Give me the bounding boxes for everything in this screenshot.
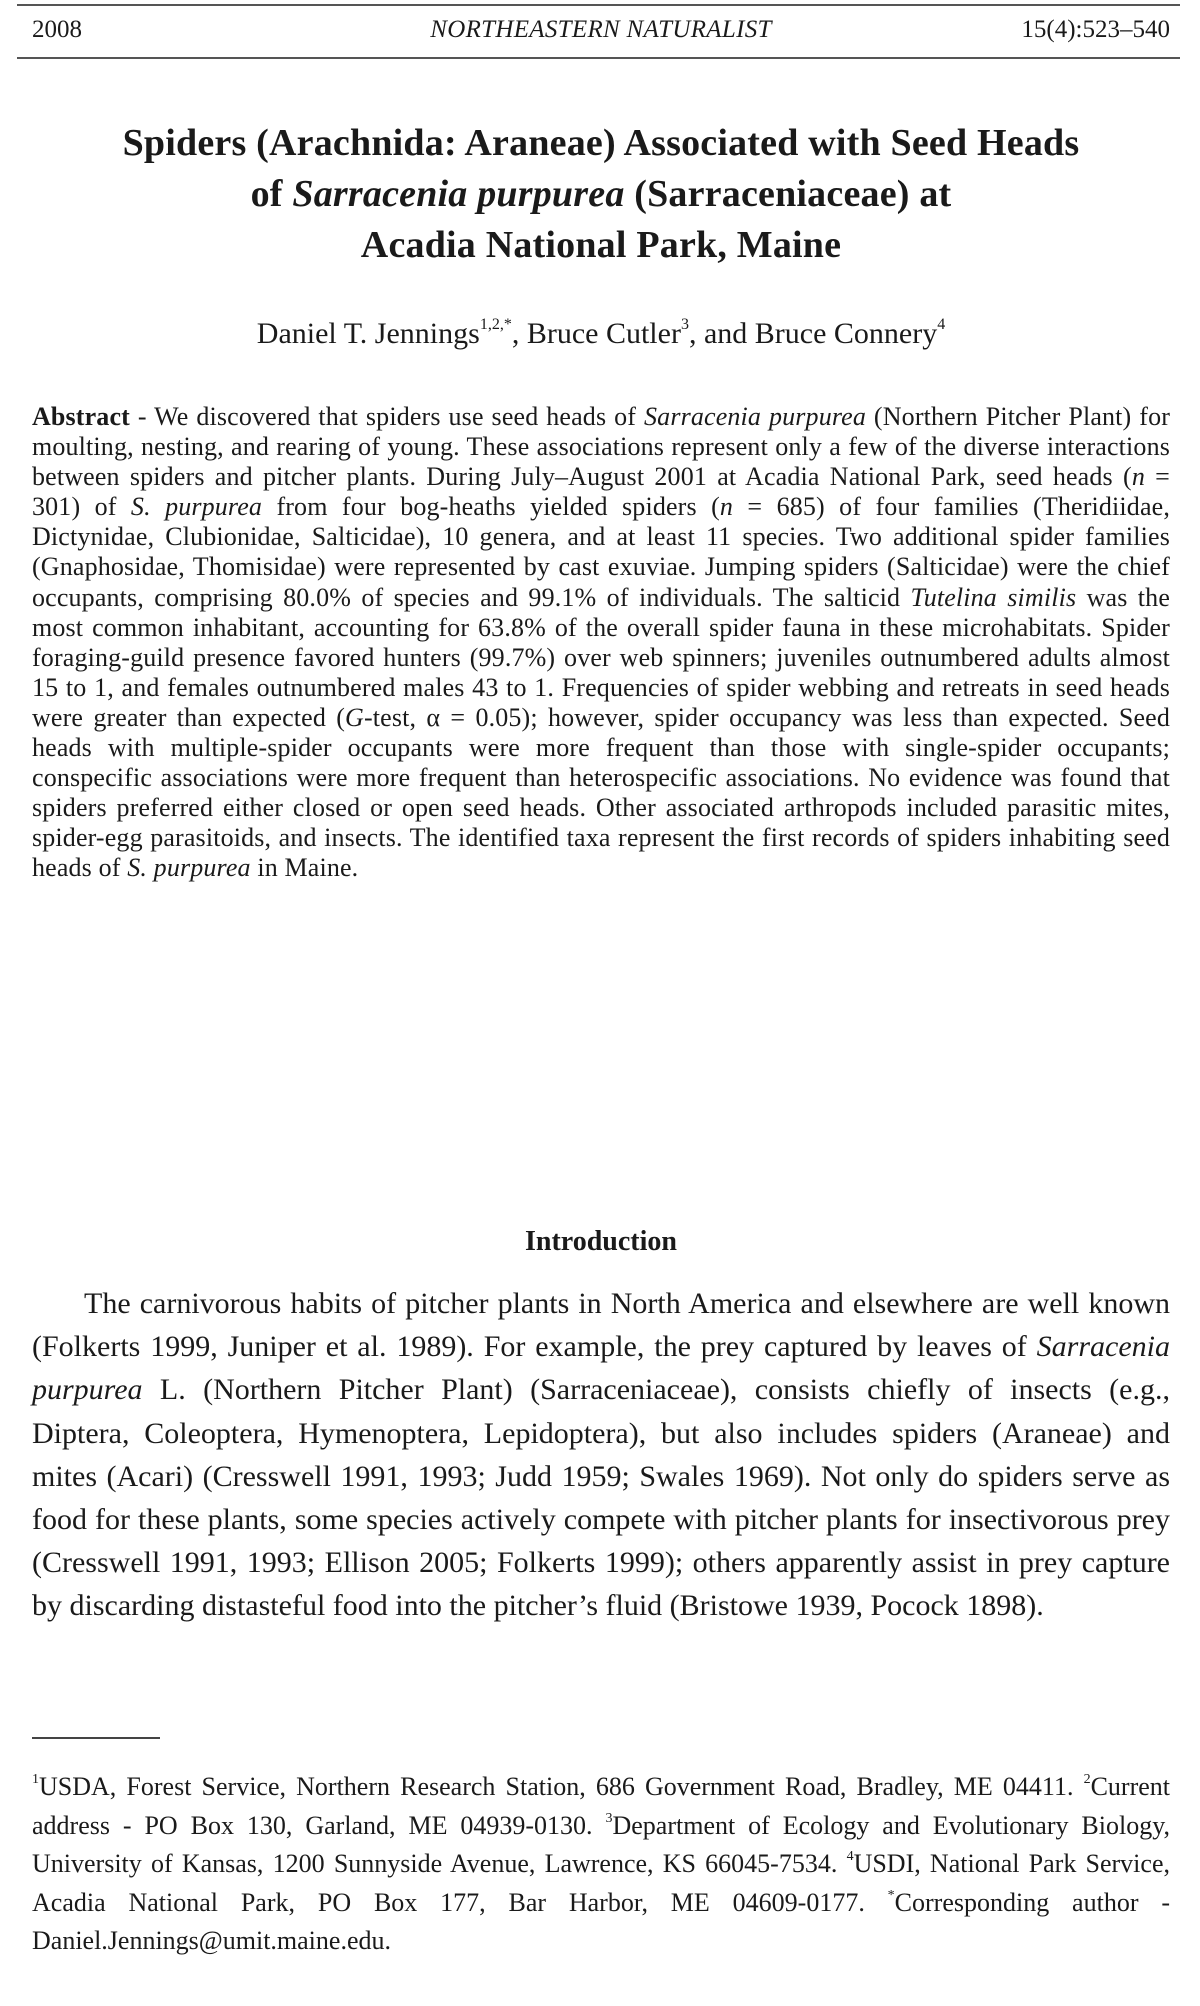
abstract-text: (Northern Pitcher Plant) for moulting, nesting, and rearing of young. These associations represent only a few of the diverse interactions between spiders and pitcher plants. During July–August 2001 at Acadia National Park, seed heads ( [32, 402, 1171, 492]
footnote-text: USDI, National Park Service, Acadia National Park, PO Box 177, Bar Harbor, ME 04609-0177. [32, 1849, 1170, 1917]
author-list [32, 314, 1170, 354]
footnote-email-text[interactable]: Corresponding author - Daniel.Jennings@umit.maine.edu. [32, 1887, 1170, 1955]
footnote-separator [32, 1737, 160, 1739]
footnote-text: USDA, Forest Service, Northern Research Station, 686 Government Road, Bradley, ME 04411. [39, 1772, 1084, 1801]
footnote-marker: 2 [1083, 1772, 1091, 1787]
author-name: Daniel T. Jennings [256, 317, 480, 350]
abstract-text: was the most common inhabitant, accounting for 63.8% of the overall spider fauna in these microhabitats. Spider foraging-guild presence favored hunters (99.7%) over web spinners; juveniles outnumbered adults almost 15 to 1, and females outnumbered males 43 to 1. Frequencies of spider webbing and retreats in seed heads were greater than expected ( [32, 582, 1171, 732]
title-text: (Sarraceniaceae) at [624, 173, 952, 215]
footnote-marker: 3 [605, 1810, 613, 1826]
author-affiliation-marker: 1,2,* [479, 316, 512, 333]
title-line-3: Acadia National Park, Maine [360, 224, 842, 266]
intro-italic: Sarracenia purpurea [32, 1330, 1170, 1407]
running-head-year: 2008 [32, 16, 82, 43]
running-head-journal: NORTHEASTERN NATURALIST [430, 16, 772, 43]
section-heading-introduction: Introduction [525, 1226, 677, 1257]
title-text: of [250, 173, 293, 215]
abstract-text: = 685) of four families (Theridiidae, Dictynidae, Clubionidae, Salticidae), 10 genera, and at least 11 species. Two additional spider families (Gnaphosidae, Thomisidae) were represented by cast exuviae. Jumping spiders (Salticidae) were the chief occupants, comprising 80.0% of species and 99.1% of individuals. The salticid [32, 492, 1170, 612]
title-species-italic: Sarracenia purpurea [292, 173, 625, 215]
author-affiliation-marker: 4 [937, 316, 946, 333]
intro-text: L. (Northern Pitcher Plant) (Sarraceniaceae), consists chiefly of insects (e.g., Diptera, Coleoptera, Hymenoptera, Lepidoptera), but also includes spiders (Araneae) and mites (Acari) (Cresswell 1991, 1993; Judd 1959; Swales 1969). Not only do spiders serve as food for these plants, some species actively compete with pitcher plants for insectivorous prey (Cresswell 1991, 1993; Ellison 2005; Folkerts 1999); others apparently assist in prey capture by discarding distasteful food into the pitcher’s fluid (Bristowe 1939, Pocock 1898). [32, 1373, 1170, 1623]
footnotes [32, 1768, 1170, 1961]
title-line-2 [32, 169, 1170, 220]
abstract-text: We discovered that spiders use seed heads of [154, 402, 645, 431]
footnote-text: Current address - PO Box 130, Garland, ME 04939-0130. [32, 1772, 1170, 1840]
author-name: Bruce Cutler [526, 317, 681, 350]
running-head [32, 12, 1170, 48]
abstract-text: = 301) of [32, 462, 1170, 522]
abstract-label: Abstract [32, 402, 130, 431]
intro-text: The carnivorous habits of pitcher plants in North America and elsewhere are well known (Folkerts 1999, Juniper et al. 1989). For example, the prey captured by leaves of [32, 1287, 1170, 1364]
author-name: Bruce Connery [754, 317, 938, 350]
abstract-text: from four bog-heaths yielded spiders ( [262, 492, 720, 522]
header-top-rule [17, 4, 1180, 6]
introduction-paragraph [32, 1282, 1170, 1628]
abstract-italic: Tutelina similis [910, 582, 1077, 612]
title-line-1: Spiders (Arachnida: Araneae) Associated with Seed Heads [122, 122, 1080, 164]
footnote-marker: 4 [846, 1849, 854, 1864]
abstract-italic: S. purpurea [127, 853, 251, 883]
footnote-text: Department of Ecology and Evolutionary Biology, University of Kansas, 1200 Sunnyside Avenue, Lawrence, KS 66045-7534. [32, 1810, 1171, 1878]
footnote-marker: 1 [32, 1772, 39, 1787]
abstract-variable: G [345, 702, 364, 732]
abstract-text: in Maine. [250, 853, 359, 883]
abstract-variable: n [719, 492, 734, 522]
header-bottom-rule [17, 57, 1180, 59]
abstract-italic: Sarracenia purpurea [644, 402, 867, 431]
abstract-variable: n [1131, 462, 1145, 492]
abstract-italic: S. purpurea [130, 492, 263, 522]
abstract-text: -test, α = 0.05); however, spider occupancy was less than expected. Seed heads with multiple-spider occupants were more frequent than those with single-spider occupants; conspecific associations were more frequent than heterospecific associations. No evidence was found that spiders preferred either closed or open seed heads. Other associated arthropods included parasitic mites, spider-egg parasitoids, and insects. The identified taxa represent the first records of spiders inhabiting seed heads of [32, 702, 1170, 883]
running-head-citation: 15(4):523–540 [1021, 16, 1170, 43]
footnote-marker: * [887, 1887, 895, 1903]
abstract [32, 402, 1170, 884]
author-separator: , [511, 317, 527, 350]
paper-title [32, 118, 1170, 271]
abstract-dash: - [129, 402, 155, 431]
author-affiliation-marker: 3 [680, 316, 689, 333]
author-separator: , and [688, 317, 755, 350]
